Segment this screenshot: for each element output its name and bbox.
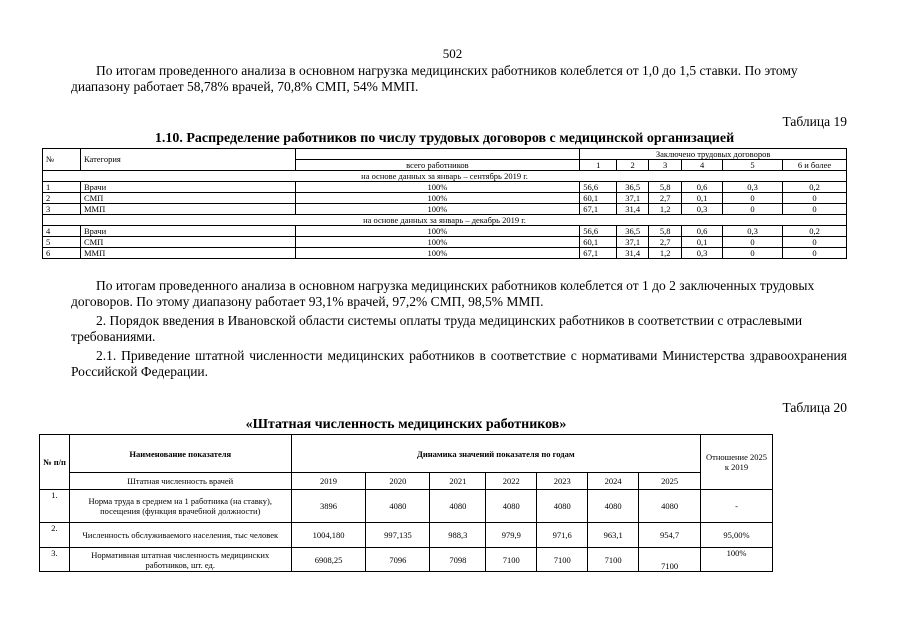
cell: 95,00%	[701, 523, 773, 548]
cell: 0	[723, 204, 783, 215]
cell: 7100	[537, 548, 588, 572]
cell: 0,3	[682, 204, 723, 215]
cell: 2,7	[649, 193, 682, 204]
cell: 997,135	[366, 523, 430, 548]
cell: 7100	[588, 548, 639, 572]
cell: 1,2	[649, 204, 682, 215]
cell: 5	[43, 237, 81, 248]
col-header-2: 2	[617, 160, 649, 171]
col-header-category: Категория	[80, 149, 295, 171]
cell: 0,2	[783, 182, 847, 193]
cell: 0,6	[682, 182, 723, 193]
cell: 100%	[295, 248, 580, 259]
cell: 979,9	[486, 523, 537, 548]
cell: 36,5	[617, 182, 649, 193]
cell: 36,5	[617, 226, 649, 237]
cell: 7096	[366, 548, 430, 572]
col-header-6-plus: 6 и более	[783, 160, 847, 171]
table-row	[43, 226, 847, 237]
cell: 37,1	[617, 237, 649, 248]
cell: -	[701, 490, 773, 523]
cell: 3.	[40, 548, 70, 572]
cell: 6908,25	[291, 548, 366, 572]
table-row	[40, 548, 773, 572]
col-header-dynamics: Динамика значений показателя по годам	[291, 435, 700, 473]
col-header-ratio: Отношение 2025 к 2019	[701, 435, 773, 490]
cell: 6	[43, 248, 81, 259]
table-19	[42, 148, 847, 259]
year-2025: 2025	[639, 473, 701, 490]
paragraph-2: По итогам проведенного анализа в основном нагрузка медицинских работников колеблется от 1 до 2 заключенных трудовых договоров. По этому диапазону работает 93,1% врачей, 97,2% СМП, 98,5% ММП.	[71, 278, 815, 309]
cell: 100%	[295, 204, 580, 215]
cell: 37,1	[617, 193, 649, 204]
cell: 7100	[486, 548, 537, 572]
cell: 4080	[537, 490, 588, 523]
table-row	[40, 523, 773, 548]
table-row	[43, 182, 847, 193]
cell: 60,1	[580, 193, 617, 204]
cell: 0,1	[682, 193, 723, 204]
cell: 7098	[430, 548, 486, 572]
table-row	[43, 204, 847, 215]
cell: 2.	[40, 523, 70, 548]
cell: 0	[723, 248, 783, 259]
cell: 3	[43, 204, 81, 215]
cell: 5,8	[649, 182, 682, 193]
col-header-1: 1	[580, 160, 617, 171]
cell: СМП	[80, 237, 295, 248]
cell: Врачи	[80, 182, 295, 193]
cell: 67,1	[580, 248, 617, 259]
cell: 7100	[639, 548, 701, 572]
cell: СМП	[80, 193, 295, 204]
table-20-label: Таблица 20	[782, 400, 847, 415]
cell: ММП	[80, 204, 295, 215]
cell: ММП	[80, 248, 295, 259]
cell: 963,1	[588, 523, 639, 548]
cell: 31,4	[617, 204, 649, 215]
cell: 0,2	[783, 226, 847, 237]
cell: 56,6	[580, 226, 617, 237]
cell: 0,3	[682, 248, 723, 259]
year-2023: 2023	[537, 473, 588, 490]
cell: 4	[43, 226, 81, 237]
cell: 4080	[486, 490, 537, 523]
col-header-total: всего работников	[295, 160, 580, 171]
table-19-label: Таблица 19	[782, 114, 847, 129]
cell: Численность обслуживаемого населения, тыс человек	[69, 523, 291, 548]
cell: 1	[43, 182, 81, 193]
cell: 100%	[295, 193, 580, 204]
cell: 0	[783, 248, 847, 259]
col-header-4: 4	[682, 160, 723, 171]
cell: 100%	[295, 237, 580, 248]
col-header-indicator: Наименование показателя	[69, 435, 291, 473]
cell: 56,6	[580, 182, 617, 193]
col-header-number: №	[43, 149, 81, 171]
col-header-empty	[295, 149, 580, 160]
cell: Врачи	[80, 226, 295, 237]
table-20	[39, 434, 773, 572]
paragraph-1: По итогам проведенного анализа в основном нагрузка медицинских работников колеблется от 1,0 до 1,5 ставки. По этому диапазону работает 58,78% врачей, 70,8% СМП, 54% ММП.	[71, 63, 798, 94]
table-row	[40, 490, 773, 523]
cell: 0	[723, 193, 783, 204]
cell: Норма труда в среднем на 1 работника (на ставку), посещения (функция врачебной должности)	[69, 490, 291, 523]
cell: 4080	[366, 490, 430, 523]
cell: 60,1	[580, 237, 617, 248]
paragraph-4: 2.1. Приведение штатной численности медицинских работников в соответствие с нормативами Министерства здравоохранения Российской Федерации.	[71, 348, 847, 379]
cell: 988,3	[430, 523, 486, 548]
cell: 971,6	[537, 523, 588, 548]
table-19-title: 1.10. Распределение работников по числу трудовых договоров с медицинской организацией	[154, 131, 735, 146]
cell: 0	[783, 193, 847, 204]
year-2021: 2021	[430, 473, 486, 490]
col-header-5: 5	[723, 160, 783, 171]
cell: 0,6	[682, 226, 723, 237]
cell: 4080	[588, 490, 639, 523]
cell: Нормативная штатная численность медицинских работников, шт. ед.	[69, 548, 291, 572]
col-header-contracts: Заключено трудовых договоров	[580, 149, 847, 160]
cell: 100%	[295, 226, 580, 237]
cell: 0	[723, 237, 783, 248]
year-2022: 2022	[486, 473, 537, 490]
cell: 954,7	[639, 523, 701, 548]
page-number: 502	[442, 46, 463, 61]
cell: 0,3	[723, 226, 783, 237]
cell: 1.	[40, 490, 70, 523]
cell: 2	[43, 193, 81, 204]
paragraph-3: 2. Порядок введения в Ивановской области системы оплаты труда медицинских работников в соответствии с отраслевыми требованиями.	[71, 313, 803, 344]
year-2020: 2020	[366, 473, 430, 490]
cell: 0,1	[682, 237, 723, 248]
cell: 0,3	[723, 182, 783, 193]
section-row-jan-sep: на основе данных за январь – сентябрь 2019 г.	[43, 171, 847, 182]
table-row	[43, 248, 847, 259]
col-header-doctor-staff: Штатная численность врачей	[69, 473, 291, 490]
table-row	[43, 193, 847, 204]
col-header-3: 3	[649, 160, 682, 171]
year-2024: 2024	[588, 473, 639, 490]
cell: 0	[783, 237, 847, 248]
cell: 67,1	[580, 204, 617, 215]
cell: 100%	[295, 182, 580, 193]
cell: 5,8	[649, 226, 682, 237]
cell: 31,4	[617, 248, 649, 259]
cell: 1004,180	[291, 523, 366, 548]
col-header-number: № п/п	[40, 435, 70, 490]
cell: 4080	[430, 490, 486, 523]
cell: 100%	[701, 548, 773, 572]
cell: 4080	[639, 490, 701, 523]
section-row-jan-dec: на основе данных за январь – декабрь 2019 г.	[43, 215, 847, 226]
table-20-title: «Штатная численность медицинских работников»	[245, 417, 567, 432]
cell: 2,7	[649, 237, 682, 248]
table-row	[43, 237, 847, 248]
year-2019: 2019	[291, 473, 366, 490]
cell: 1,2	[649, 248, 682, 259]
cell: 3896	[291, 490, 366, 523]
cell: 0	[783, 204, 847, 215]
